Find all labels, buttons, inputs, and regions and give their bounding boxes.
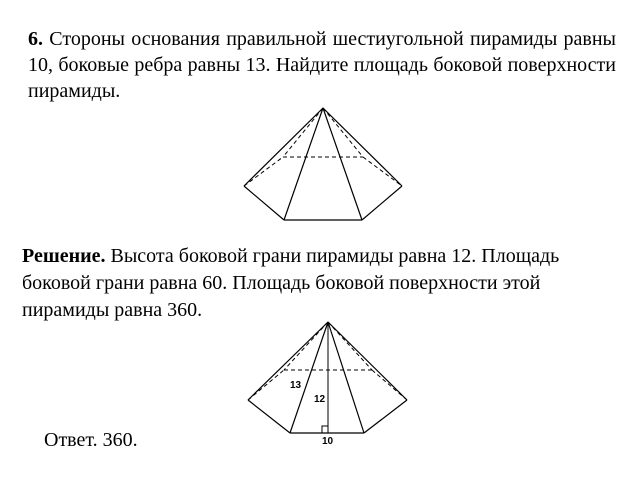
solution-heading: Решение. — [22, 245, 106, 267]
apothem-label: 12 — [314, 394, 326, 405]
pyramid-figure — [240, 104, 410, 224]
pyramid-figure-labeled — [244, 318, 414, 448]
problem-number: 6. — [28, 28, 43, 50]
base-edge-label: 10 — [322, 436, 334, 447]
answer-text: Ответ. 360. — [44, 429, 138, 451]
solution-text-block — [22, 243, 607, 324]
problem-statement — [28, 26, 616, 104]
problem-text: Стороны основания правильной шестиугольной пирамиды равны 10, боковые ребра равны 13. Найдите площадь боковой поверхности пирамиды. — [28, 28, 616, 102]
edge-label: 13 — [290, 380, 302, 391]
solution-text: Высота боковой грани пирамиды равна 12. Площадь боковой грани равна 60. Площадь боковой поверхности этой пирамиды равна 360. — [22, 245, 560, 321]
